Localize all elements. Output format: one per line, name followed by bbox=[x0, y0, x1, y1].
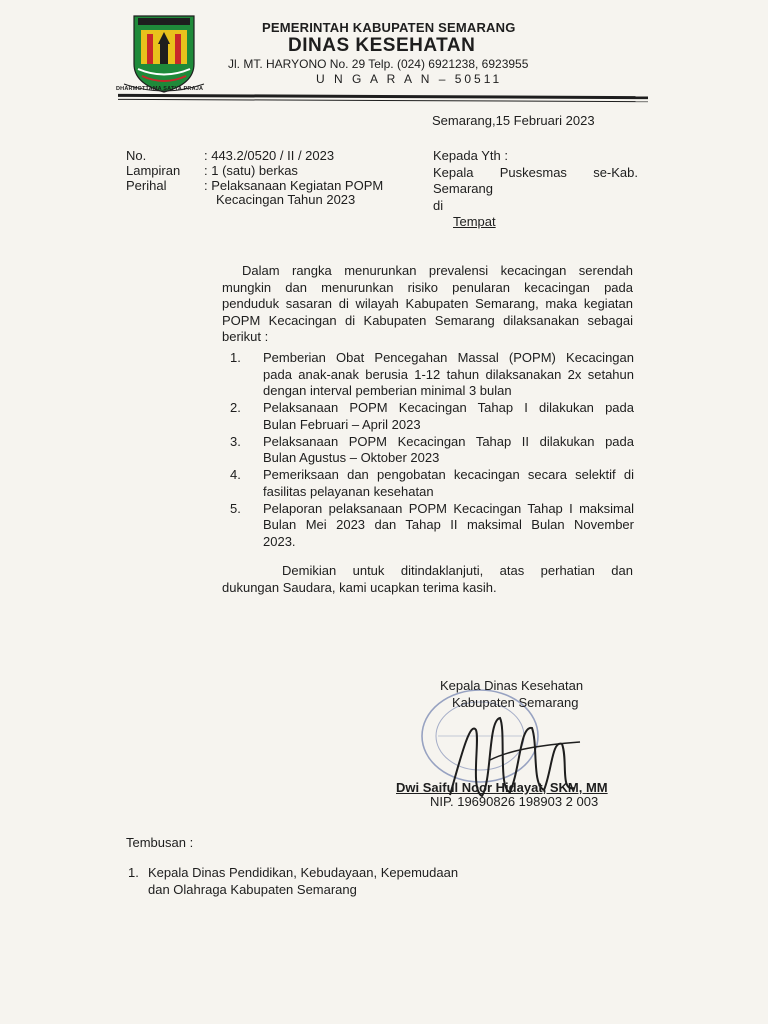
letter-date: Semarang,15 Februari 2023 bbox=[432, 113, 595, 128]
list-number: 3. bbox=[230, 433, 241, 449]
list-line: Bulan Mei 2023 dan Tahap II maksimal Bulan November bbox=[263, 517, 634, 532]
signatory-name: Dwi Saiful Noor Hidayat, SKM, MM bbox=[396, 780, 608, 795]
subject-value-continued: Kecacingan Tahun 2023 bbox=[216, 192, 356, 207]
recipient-line bbox=[433, 165, 638, 182]
paragraph-line: Demikian untuk ditindaklanjuti, atas perhatian dan bbox=[282, 563, 633, 578]
copies-title: Tembusan : bbox=[126, 835, 194, 850]
paragraph-line: mungkin dan menurunkan risiko penularan kecacingan pada bbox=[222, 279, 633, 295]
recipient-word: Kepala bbox=[433, 164, 474, 180]
office-name: DINAS KESEHATAN bbox=[288, 35, 476, 56]
attachment-label: Lampiran bbox=[126, 163, 181, 178]
list-line: Pelaporan pelaksanaan POPM Kecacingan Tahap I maksimal bbox=[263, 500, 634, 516]
copies-line: dan Olahraga Kabupaten Semarang bbox=[148, 882, 357, 897]
recipient-place: Tempat bbox=[453, 214, 496, 229]
copies-line: Kepala Dinas Pendidikan, Kebudayaan, Kepemudaan bbox=[148, 865, 459, 880]
list-number: 5. bbox=[230, 500, 241, 516]
recipient-line: di bbox=[433, 197, 444, 213]
signatory-title-line: Kabupaten Semarang bbox=[452, 694, 579, 710]
recipient-block bbox=[433, 148, 638, 231]
number-value: : 443.2/0520 / II / 2023 bbox=[204, 148, 335, 163]
list-item bbox=[230, 434, 634, 467]
list-number: 2. bbox=[230, 400, 241, 415]
list-item bbox=[230, 400, 634, 433]
list-item bbox=[230, 350, 634, 400]
government-name: PEMERINTAH KABUPATEN SEMARANG bbox=[262, 20, 516, 35]
closing-paragraph bbox=[222, 563, 633, 596]
number-label: No. bbox=[126, 148, 147, 163]
paragraph-line: berikut : bbox=[222, 329, 269, 344]
list-line: Bulan Agustus – Oktober 2023 bbox=[263, 450, 440, 465]
list-line: Pemeriksaan dan pengobatan kecacingan secara selektif di bbox=[263, 467, 634, 482]
recipient-word: Puskesmas bbox=[499, 164, 567, 180]
signatory-nip: NIP. 19690826 198903 2 003 bbox=[430, 794, 599, 809]
list-line: dengan interval pemberian minimal 3 bulan bbox=[263, 383, 512, 398]
attachment-value: : 1 (satu) berkas bbox=[204, 163, 298, 178]
copies-list bbox=[128, 864, 458, 898]
logo-motto: DHARMOTTAMA SATYA PRAJA bbox=[116, 86, 204, 92]
signatory-title-line: Kepala Dinas Kesehatan bbox=[440, 678, 584, 693]
list-line: Pelaksanaan POPM Kecacingan Tahap I dilakukan pada bbox=[263, 400, 634, 415]
list-number: 4. bbox=[230, 467, 241, 482]
list-line: pada anak-anak berusia 1-12 tahun dilaksanakan 2x setahun bbox=[263, 366, 634, 382]
intro-paragraph bbox=[222, 263, 633, 346]
recipient-greeting: Kepada Yth : bbox=[433, 148, 508, 163]
recipient-word: se-Kab. bbox=[593, 164, 638, 180]
office-address: Jl. MT. HARYONO No. 29 Telp. (024) 6921238, 6923955 bbox=[228, 57, 529, 71]
copies-number: 1. bbox=[128, 865, 139, 880]
paragraph-line: dukungan Saudara, kami ucapkan terima kasih. bbox=[222, 579, 497, 595]
list-item bbox=[230, 467, 634, 500]
subject-label: Perihal bbox=[126, 178, 167, 193]
recipient-line: Semarang bbox=[433, 181, 493, 196]
subject-value: : Pelaksanaan Kegiatan POPM bbox=[204, 178, 384, 193]
copies-item bbox=[128, 864, 458, 898]
list-number: 1. bbox=[230, 350, 241, 365]
list-line: Pemberian Obat Pencegahan Massal (POPM) Kecacingan bbox=[263, 350, 634, 365]
list-line: fasilitas pelayanan kesehatan bbox=[263, 483, 434, 499]
activity-list bbox=[230, 350, 634, 551]
paragraph-line: POPM Kecacingan di Kabupaten Semarang dilaksanakan sebagai bbox=[222, 312, 633, 328]
paragraph-line: penduduk sasaran di wilayah Kabupaten Semarang, maka kegiatan bbox=[222, 296, 633, 311]
list-line: Bulan Februari – April 2023 bbox=[263, 416, 421, 432]
list-line: 2023. bbox=[263, 533, 296, 549]
list-line: Pelaksanaan POPM Kecacingan Tahap II dilakukan pada bbox=[263, 433, 634, 449]
letterhead-rule-thin bbox=[118, 99, 648, 102]
office-city: U N G A R A N – 50511 bbox=[316, 72, 503, 86]
list-item bbox=[230, 501, 634, 551]
paragraph-line: Dalam rangka menurunkan prevalensi kecacingan serendah bbox=[242, 263, 633, 278]
